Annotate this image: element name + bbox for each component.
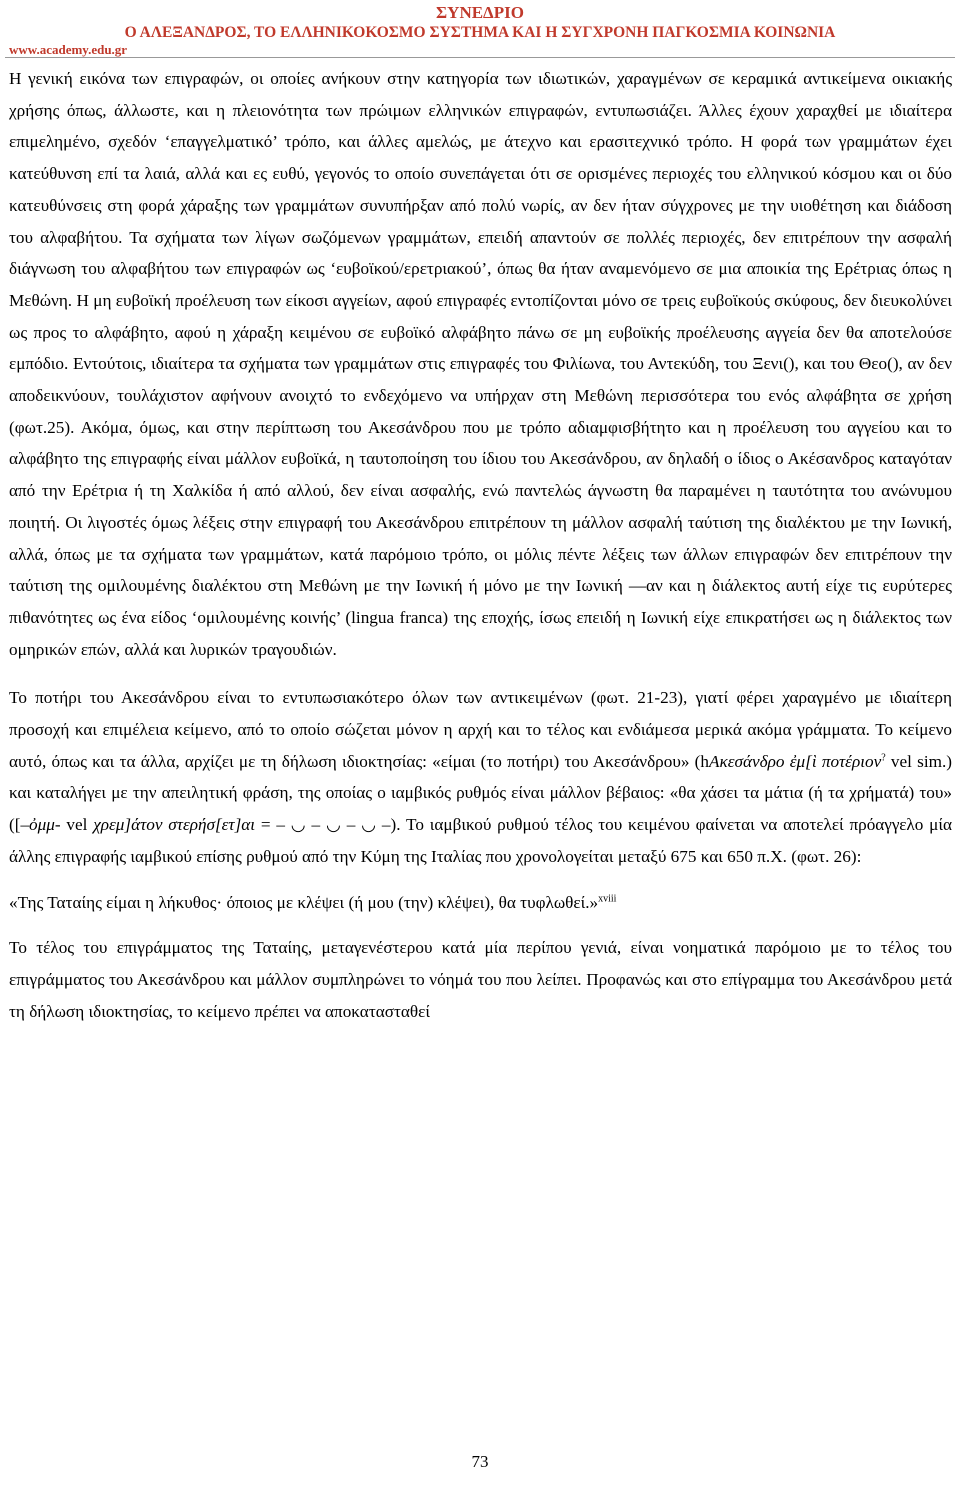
page-number: 73 bbox=[471, 1452, 489, 1471]
header-divider bbox=[5, 57, 955, 58]
paragraph: Το τέλος του επιγράμματος της Ταταίης, μεταγενέστερου κατά μία περίπου γενιά, είναι νοηματικά παρόμοιο με το τέλος του επιγράμματος του Ακεσάνδρου και μάλλον συμπληρώνει το νόημά του που λείπει. Προφανώς και στο επίγραμμα του Ακεσάνδρου μετά τη δήλωση ιδιοκτησίας, το κείμενο πρέπει να αποκατασταθεί bbox=[9, 938, 952, 1021]
conference-title: ΣΥΝΕΔΡΙΟ bbox=[436, 3, 524, 22]
paragraph: Το ποτήρι του Ακεσάνδρου είναι το εντυπωσιακότερο όλων των αντικειμένων (φωτ. 21-23), γιατί φέρει χαραγμένο με ιδιαίτερη προσοχή και επιμέλεια κείμενο, από το οποίο σώζεται μόνον η αρχή και το τέλος και ενδιάμεσα μερικά ακόμα γράμματα. Το κείμενο αυτό, όπως και τα άλλα, αρχίζει με τη δήλωση ιδιοκτησίας: «είμαι (το ποτήρι) του Ακεσάνδρου» (hΑκεσάνδρο ἐμ[ὶ ποτέριον? vel sim.) και καταλήγει με την απειλητική φράση, της οποίας ο ιαμβικός ρυθμός είναι μάλλον βέβαιος: «θα χάσει τα μάτια (ή τα χρήματά) του» ([–ὀμμ- vel χρεμ]άτον στερήσ[ετ]αι = – ◡ – ◡ – ◡ –). Το ιαμβικού ρυθμού τέλος του κειμένου φαίνεται να αποτελεί πρόαγγελο μία άλλης επιγραφής ιαμβικού επίσης ρυθμού από την Κύμη της Ιταλίας που χρονολογείται μεταξύ 675 και 650 π.Χ. (φωτ. 26): bbox=[9, 688, 952, 866]
website-link[interactable]: www.academy.edu.gr bbox=[9, 42, 128, 57]
paragraph: Η γενική εικόνα των επιγραφών, οι οποίες ανήκουν στην κατηγορία των ιδιωτικών, χαραγμένων σε κεραμικά αντικείμενα οικιακής χρήσης όπως, άλλωστε, και η πλειονότητα των πρώιμων ελληνικών επιγραφών, εντυπωσιάζει. Άλλες έχουν χαραχθεί με ιδιαίτερα επιμελημένο, σχεδόν ‘επαγγελματικό’ τρόπο, και άλλες αμελώς, με άτεχνο και ερασιτεχνικό τρόπο. Η φορά των γραμμάτων έχει κατεύθυνση επί τα λαιά, αλλά και ες ευθύ, γεγονός το οποίο συνεπάγεται ότι σε ορισμένες περιοχές του ελληνικού κόσμου και οι δύο κατευθύνσεις στη φορά χάραξης των γραμμάτων συνυπήρξαν από πολύ νωρίς, αν δεν ήταν σύγχρονες με την υιοθέτηση και διάδοση του αλφαβήτου. Τα σχήματα των λίγων σωζόμενων γραμμάτων, επειδή απαντούν σε πολλές περιοχές, δεν επιτρέπουν την ασφαλή διάγνωση του αλφαβήτου των επιγραφών ως ‘ευβοϊκού/ερετριακού’, όπως θα ήταν αναμενόμενο σε μια αποικία της Ερέτριας όπως η Μεθώνη. Η μη ευβοϊκή προέλευση των είκοσι αγγείων, αφού επιγραφές εντοπίζονται μόνο σε τρεις ευβοϊκούς σκύφους, δεν διευκολύνει ως προς το αλφάβητο, αφού η χάραξη κειμένου σε ευβοϊκό αλφάβητο πάνω σε μη ευβοϊκής προέλευσης αγγεία δεν θα αποτελούσε εμπόδιο. Εντούτοις, ιδιαίτερα τα σχήματα των γραμμάτων στις επιγραφές του Φιλίωνα, του Αντεκύδη, του Ξενι(), και του Θεο(), αν δεν αποδεικνύουν, τουλάχιστον αφήνουν ανοιχτό το ενδεχόμενο να υπήρχαν στη Μεθώνη περισσότερα του ενός αλφάβητα σε χρήση (φωτ.25). Ακόμα, όμως, και στην περίπτωση του Ακεσάνδρου που με τρόπο αδιαμφισβήτητο και η προέλευση του αγγείου και το αλφάβητο της επιγραφής είναι μάλλον ευβοϊκά, η ταυτοποίηση του ίδιου του Ακεσάνδρου, αν δηλαδή ο ίδιος ο Ακέσανδρος καταγόταν από την Ερέτρια ή τη Χαλκίδα ή από αλλού, δεν είναι ασφαλής, ενώ παντελώς άγνωστη θα παραμένει η ταυτότητα του ανώνυμου ποιητή. Οι λιγοστές όμως λέξεις στην επιγραφή του Ακεσάνδρου επιτρέπουν τη μάλλον ασφαλή ταύτιση της διαλέκτου με την Ιωνική, αλλά, όπως με τα σχήματα των γραμμάτων, κατά παρόμοιο τρόπο, οι μόλις πέντε λέξεις των άλλων επιγραφών δεν επιτρέπουν την ταύτιση της ομιλουμένης διαλέκτου στη Μεθώνη με την Ιωνική ή μόνο με την Ιωνική —αν και η διάλεκτος αυτή είχε τις ευρύτερες πιθανότητες ως ένα είδος ‘ομιλουμένης κοινής’ (lingua franca) της εποχής, ίσως επειδή η Ιωνική είχε επικρατήσει ως η διάλεκτος των ομηρικών επών, αλλά και λυρικών τραγουδιών. bbox=[9, 69, 952, 659]
quotation: «Της Ταταίης είμαι η λήκυθος· όποιος με κλέψει (ή μου (την) κλέψει), θα τυφλωθεί.»$^{xviii}$ bbox=[9, 892, 617, 912]
paragraph-gap bbox=[9, 665, 952, 682]
body-text bbox=[9, 63, 952, 1027]
conference-subtitle: Ο ΑΛΕΞΑΝΔΡΟΣ, ΤΟ ΕΛΛΗΝΙΚΟΚΟΣΜΟ ΣΥΣΤΗΜΑ ΚΑΙ Η ΣΥΓΧΡΟΝΗ ΠΑΓΚΟΣΜΙΑ ΚΟΙΝΩΝΙΑ bbox=[124, 24, 836, 41]
footnote-marker[interactable]: xviii bbox=[598, 892, 617, 904]
page-header bbox=[0, 3, 960, 57]
